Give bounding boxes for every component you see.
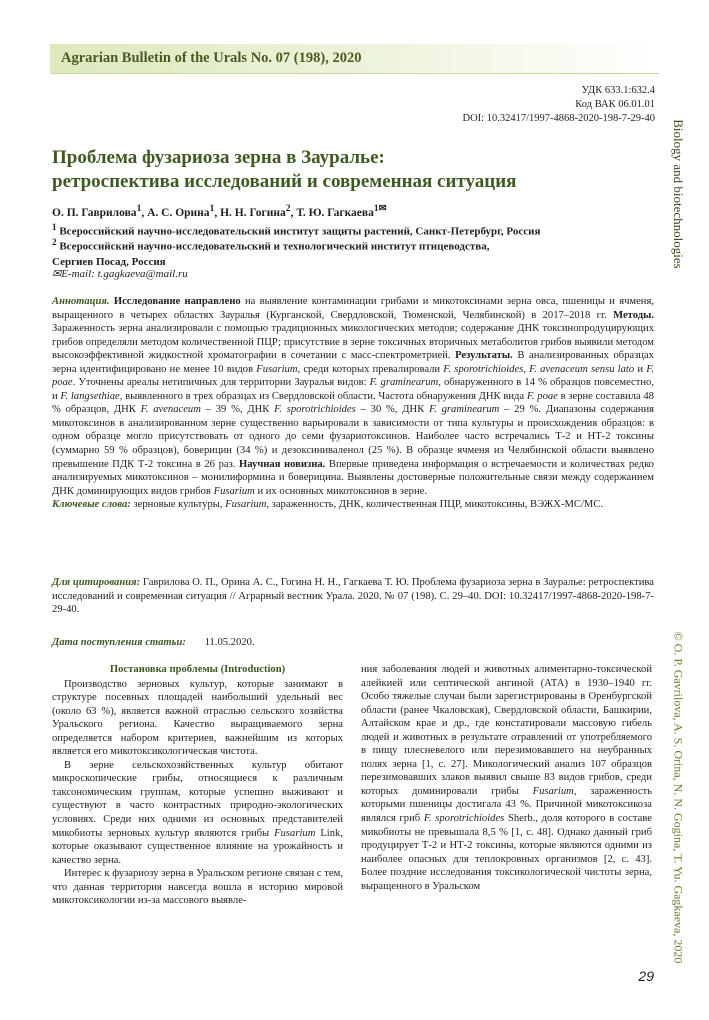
abstract-text: В анализированных образцах зерна идентифицировано не менее 10 видов (52, 350, 654, 375)
udk-code: УДК 633.1:632.4 (581, 85, 655, 96)
journal-banner (50, 44, 659, 74)
abstract-text: , (523, 363, 530, 375)
affil-text: Всероссийский научно-исследовательский институт защиты растений, Санкт-Петербург, Россия (59, 225, 541, 238)
citation-label: Для цитирования: (52, 577, 141, 588)
abstract-text: в зерне составила 48 % образцов, ДНК (52, 390, 654, 416)
author-separator: , (214, 206, 221, 219)
abstract-label: Аннотация. (52, 296, 110, 307)
paragraph-text: ния заболевания людей и животных алиментарно-токсической алейкией или септической ангиной (АТА) в 1930–1940 гг. Особо тяжелые случаи были зарегистрированы в Оренбургской области (ранее Чкаловская), Свердловской области, Башкирии, Алтайском крае и др., где констатировали массовую гибель людей и животных в результате отравлений от употребляемого в пищу плесневелого или перезимовавшего на неубранных полях зерна [1, с. 27]. Микологический анализ 107 образцов перезимовавших злаков выявил свыше 83 видов грибов, среди которых доминировали грибы (361, 664, 652, 797)
abstract-text: и их основных микотоксинов в зерне. (254, 485, 427, 497)
received-value: 11.05.2020. (204, 637, 255, 648)
abstract-text: – 39 %, ДНК (200, 404, 275, 416)
citation-text: Гаврилова О. П., Орина А. С., Гогина Н. Н., Гагкаева Т. Ю. Проблема фузариоза зерна в Зауралье: ретроспектива исследований и современная ситуация // Аграрный вестник Урала. 2020. № 07 (198). С. 29–40. DOI: 10.32417/1997-4868-2020-198-7-29-40. (52, 577, 654, 616)
paragraph-text: Sherb., доля которого в составе микобиоты не превышала 8,5 % [1, с. 48]. Однако данный гриб продуцирует Т-2 и НТ-2 токсины, которые являются одними из наиболее опасных для теплокровных организмов [2, с. 43]. Более поздние исследования токсикологической чистоты зерна, выращенного в Уральском (361, 813, 652, 892)
species-name: Fusarium (213, 485, 255, 497)
species-name: F. sporotrichioides (423, 813, 505, 825)
author-affil-mark: 1 (209, 203, 215, 214)
affiliation-2 (52, 235, 652, 270)
section-name: Biology and biotechnologies (671, 119, 686, 269)
abstract-text: – 29 %. Диапазоны содержания микотоксинов в анализированном зерне существенно варьировали в зависимости от типа культуры и происхождения образцов: в одном образце могло присутствовать от одного до семи фузариотоксинов. Наиболее часто встречались Т-2 и НТ-2 токсины (суммарно 59 % образцов), боверицин (34 %) и дезоксиниваленол (25 %). В образце ячменя из Челябинской области выявлено превышение ПДК Т-2 токсина в 26 раз. (52, 404, 654, 470)
paragraph: Интерес к фузариозу зерна в Уральском регионе связан с тем, что данная территория навсегда вошла в историю мировой микотоксикологии из-за массового выявле- (52, 868, 343, 907)
title-line-1: Проблема фузариоза зерна в Зауралье: (52, 147, 385, 168)
species-name: F. graminearum (369, 377, 439, 389)
species-name: F. langsethiae (60, 390, 120, 402)
article-meta (463, 84, 655, 126)
journal-title: Agrarian Bulletin of the Urals No. 07 (198), 2020 (61, 50, 362, 66)
abstract-novelty-label: Научная новизна. (239, 458, 326, 470)
species-name: F. sporotrichioides (443, 363, 524, 375)
author-affil-mark: 1✉ (373, 203, 387, 214)
abstract (52, 295, 654, 512)
vak-code: Код ВАК 06.01.01 (575, 99, 655, 110)
paragraph-text: В зерне сельскохозяйственных культур обитают микроскопические грибы, относящиеся к различным таксономическим группам, которые успешно выживают и существуют в часто контрастных природно-экологических условиях. Среди них одними из основных представителей микобиоты зерновых культур являются грибы (52, 759, 343, 839)
abstract-text: Зараженность зерна анализировали с помощью традиционных микологических методов; содержание ДНК токсинопродуцирующих грибов определяли методом количественной ПЦР; присутствие в зерне токсичных вторичных метаболитов грибов выявили методом высокоэффективной жидкостной хроматографии в сочетании с масс-спектрометрией. (52, 323, 654, 362)
affil-text: Всероссийский научно-исследовательский и технологический институт птицеводства, (59, 240, 490, 253)
article-title (52, 146, 652, 194)
abstract-text: . Уточнены ареалы нетипичных для территории Зауралья видов: (72, 377, 370, 389)
keywords-text: , зараженность, ДНК, количественная ПЦР, микотоксины, ВЭЖХ-МС/МС. (266, 499, 604, 511)
abstract-text: , выявленного в трех образцах из Свердловской области. Частота обнаружения ДНК вида (119, 390, 527, 402)
abstract-text: Впервые приведена информация о встречаемости и количествах редко анализируемых микотоксинов – монилиформина и боверицина. Выявлены достоверные положительные связи между содержанием ДНК доминирующих видов грибов (52, 458, 654, 497)
affil-mark: 1 (52, 222, 57, 232)
doi: DOI: 10.32417/1997-4868-2020-198-7-29-40 (462, 113, 655, 124)
affil-text: Сергиев Посад, Россия (52, 255, 166, 268)
author-name: О. П. Гаврилова (52, 206, 137, 219)
paragraph: Производство зерновых культур, которые занимают в структуре посевных площадей наибольший удельный вес (около 63 %), является важной отраслью сельского хозяйства Уральского региона. Качество выращиваемого зерна определяется набором критериев, важнейшим из которых является его микотоксикологическая чистота. (52, 678, 343, 758)
page-number: 29 (638, 968, 654, 984)
keywords (52, 498, 654, 512)
species-name: Fusarium (256, 363, 298, 375)
author-separator: , (290, 206, 297, 219)
species-name: Fusarium (274, 827, 316, 839)
species-name: F. avenaceum sensu lato (529, 363, 635, 375)
left-column (52, 663, 343, 908)
author-name: Н. Н. Гогина (220, 206, 286, 219)
section-side-label (668, 96, 688, 296)
species-name: F. poae (52, 363, 654, 389)
species-name: F. graminearum (429, 404, 500, 416)
author-list (52, 203, 387, 219)
paragraph (52, 759, 343, 867)
abstract-text: , обнаруженного в 14 % образцов повсеместно, и (52, 377, 654, 402)
author-separator: , (141, 206, 148, 219)
copyright-text: © O. P. Gavrilova, A. S. Orina, N. N. Gogina, T. Yu. Gagkaeva, 2020 (671, 631, 686, 964)
abstract-purpose-label: Исследование направлено (113, 296, 241, 307)
species-name: F. avenaceum (140, 404, 201, 416)
author-affil-mark: 1 (136, 203, 142, 214)
author-name: Т. Ю. Гагкаева (296, 206, 374, 219)
title-line-2: ретроспектива исследований и современная ситуация (52, 171, 517, 192)
species-name: Fusarium (225, 499, 267, 511)
section-heading: Постановка проблемы (Introduction) (109, 664, 286, 675)
author-affil-mark: 2 (285, 203, 291, 214)
copyright-side-label (668, 580, 688, 1020)
received-date (52, 636, 654, 650)
affil-mark: 2 (52, 237, 57, 247)
abstract-text: и (634, 363, 647, 375)
paragraph-text: Link, которые оказывают существенное влияние на урожайность и качество зерна. (52, 827, 343, 866)
right-column (361, 663, 652, 893)
keywords-text: зерновые культуры, (130, 499, 226, 511)
species-name: F. poae (526, 390, 558, 402)
paragraph (361, 663, 652, 893)
abstract-results-label: Результаты. (455, 350, 513, 362)
received-label: Дата поступления статьи: (52, 637, 186, 648)
abstract-text: – 30 %, ДНК (355, 404, 430, 416)
species-name: F. sporotrichioides (274, 404, 356, 416)
author-name: А. С. Орина (147, 206, 210, 219)
citation (52, 576, 654, 617)
abstract-methods-label: Методы. (613, 309, 654, 321)
contact-email: ✉E-mail: t.gagkaeva@mail.ru (52, 268, 188, 280)
species-name: Fusarium (532, 785, 574, 797)
paragraph-text: , зараженность которыми пшеницы достигала 43 %. Причиной микотоксикоза являлся гриб (361, 785, 652, 825)
keywords-label: Ключевые слова: (52, 499, 131, 511)
abstract-text: на выявление контаминации грибами и микотоксинами зерна овса, пшеницы и ячменя, выращенного в четырех областях Зауралья (Курганской, Свердловской, Тюменской, Челябинской) в 2017–2018 гг. (52, 296, 654, 321)
abstract-text: , среди которых превалировали (297, 363, 444, 375)
